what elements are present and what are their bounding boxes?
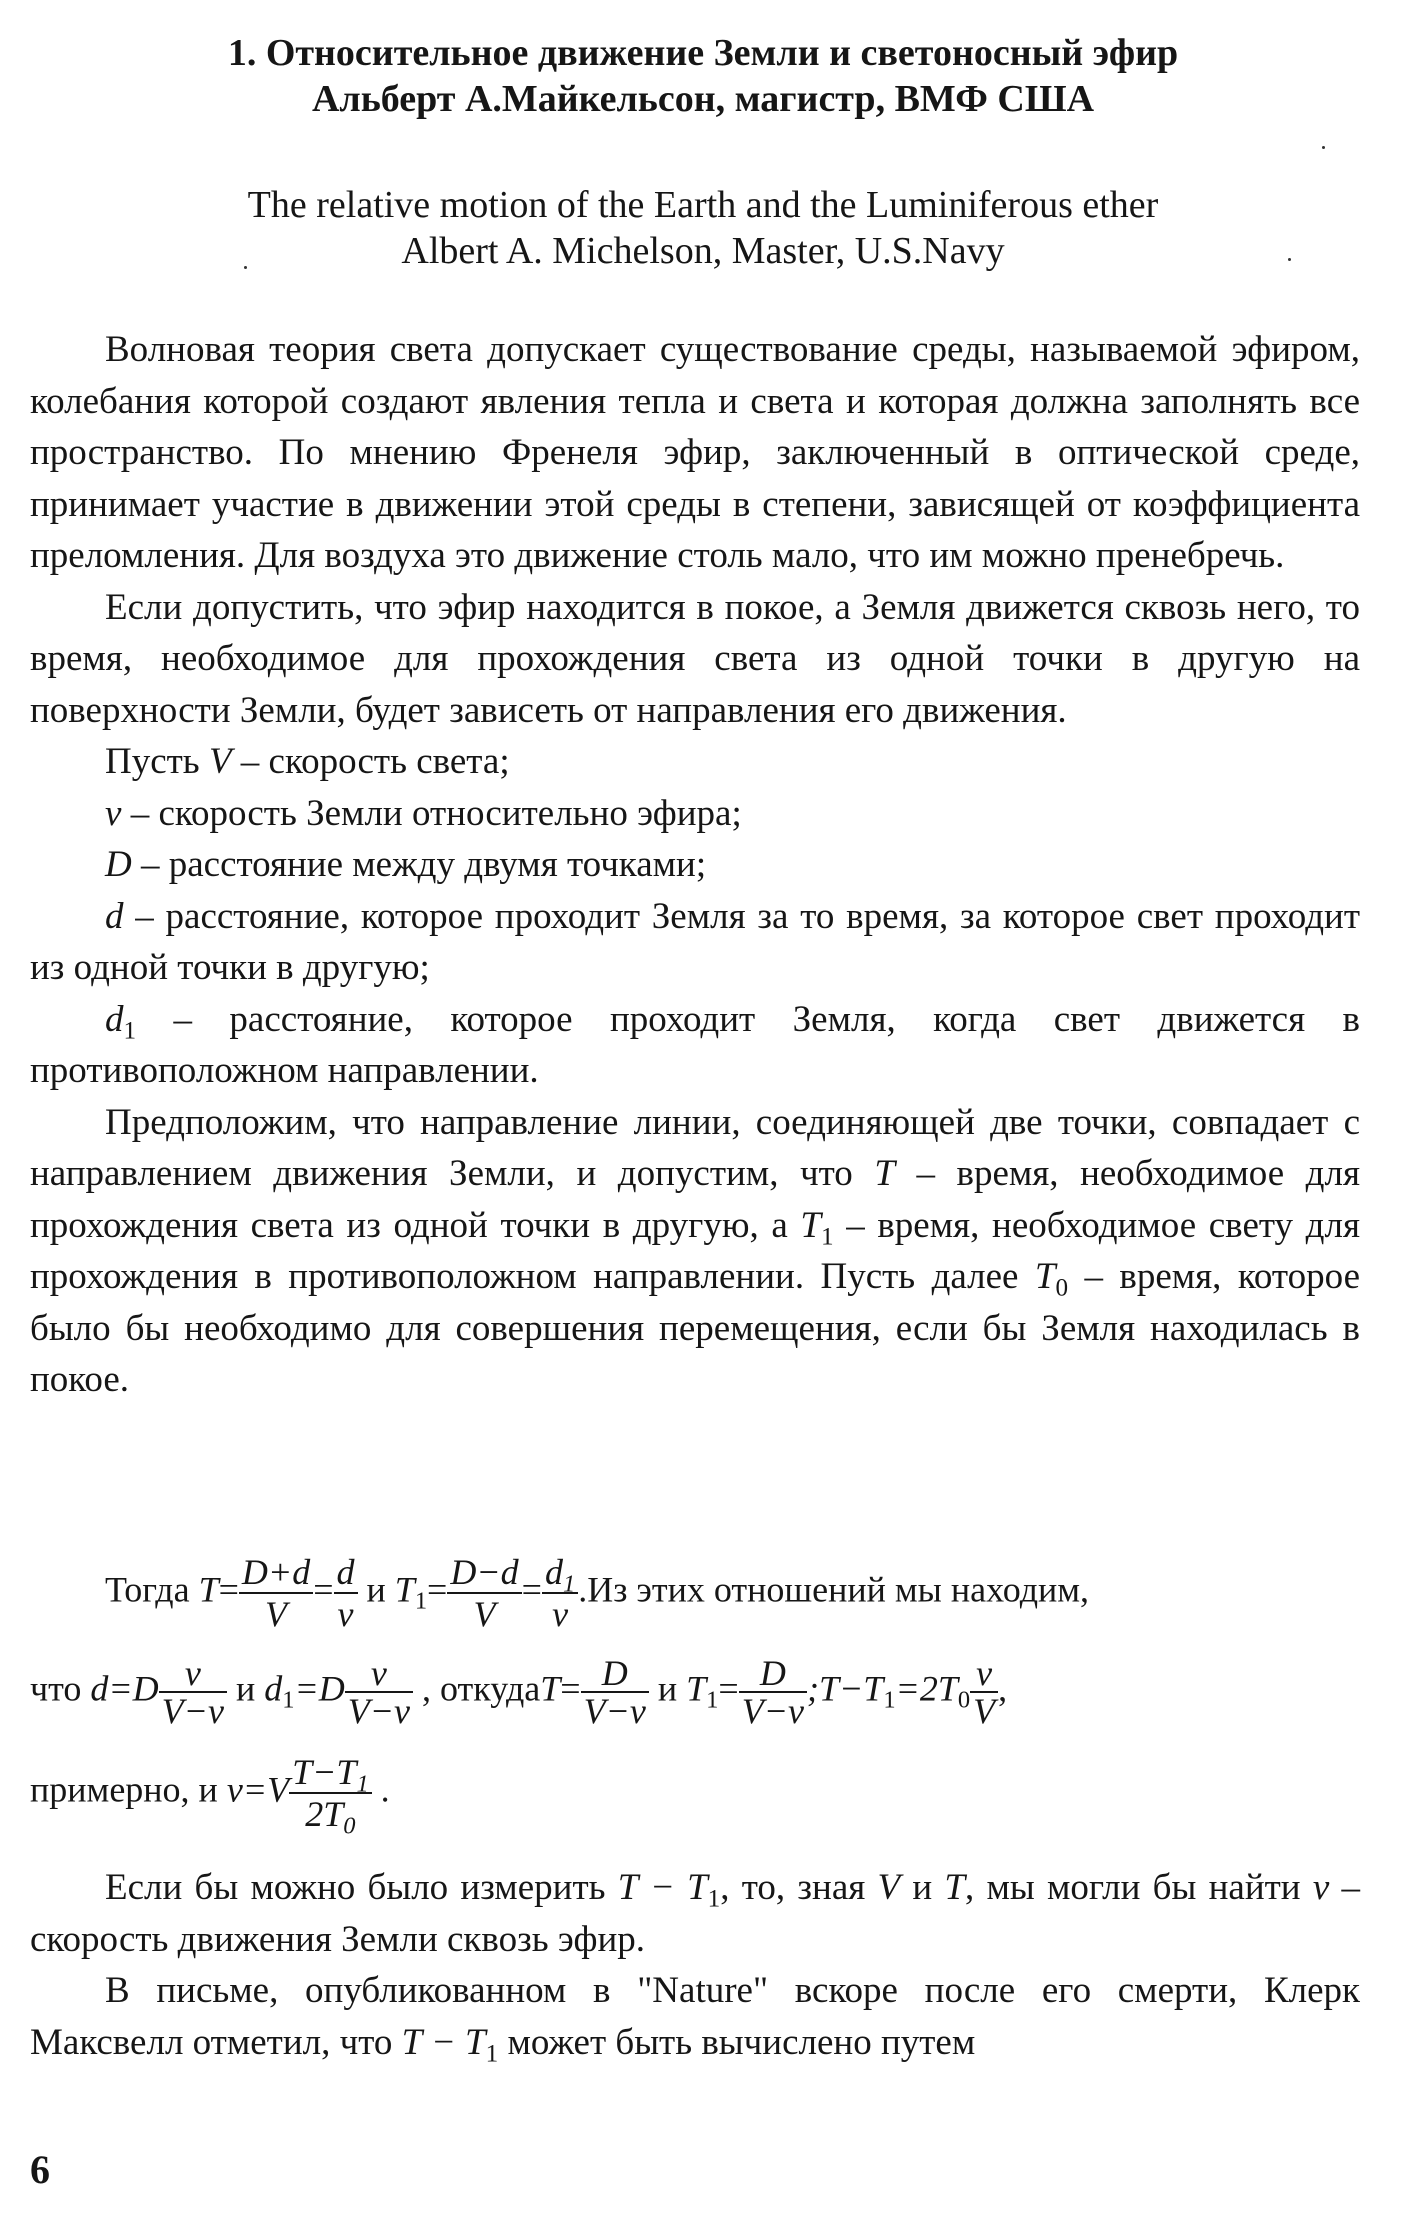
title-russian-line2: Альберт А.Майкельсон, магистр, ВМФ США bbox=[311, 78, 1095, 120]
body-text bbox=[30, 324, 1360, 1406]
definition-d1: $d_1$ – расстояние, которое проходит Земля, когда свет движется в противоположном направлении. bbox=[30, 998, 1360, 1091]
symbol-V: V bbox=[208, 741, 232, 782]
definition-v: v – скорость Земли относительно эфира; bbox=[105, 792, 742, 834]
title-russian-line1: 1. Относительное движение Земли и светоносный эфир bbox=[227, 32, 1179, 74]
definition-d: d – расстояние, которое проходит Земля за то время, за которое свет проходит из одной точки в другую; bbox=[30, 895, 1360, 988]
paragraph-maxwell: В письме, опубликованном в "Nature" вскоре после его смерти, Клерк Максвелл отметил, что $T - T_1$ может быть вычислено путем bbox=[30, 1970, 1360, 2068]
scan-speck bbox=[1288, 258, 1291, 261]
fraction-T-minus-T1-over-2T0: $\frac{T-T_1}{2T_0}$ bbox=[289, 1752, 372, 1834]
symbol-d: d bbox=[105, 895, 124, 937]
fraction-d1-over-v: $\frac{d_1}{v}$ bbox=[542, 1552, 578, 1634]
title-english bbox=[30, 182, 1376, 274]
definition-D: D – расстояние между двумя точками; bbox=[105, 844, 707, 885]
paragraph-wave-theory: Волновая теория света допускает существование среды, называемой эфиром, колебания которой создают явления тепла и света и которая должна заполнять все пространство. По мнению Френеля эфир, заключенный в оптической среде, принимает участие в движении этой среды в степени, зависящей от коэффициента преломления. Для воздуха это движение столь мало, что им можно пренебречь. bbox=[30, 329, 1360, 576]
scan-speck bbox=[244, 266, 247, 269]
fraction-D-over-V-minus-v-2: $\frac{D}{V-v}$ bbox=[739, 1655, 807, 1729]
after-formula-text bbox=[30, 1862, 1360, 2068]
fraction-v-over-V-minus-v-2: $\frac{v}{V-v}$ bbox=[345, 1655, 413, 1729]
fraction-D-minus-d-over-V: $\frac{D-d}{V}$ bbox=[447, 1552, 521, 1634]
title-english-line2: Albert A. Michelson, Master, U.S.Navy bbox=[401, 230, 1005, 272]
fraction-v-over-V: $\frac{v}{V}$ bbox=[970, 1655, 998, 1729]
book-page: 1. Относительное движение Земли и светоносный эфир Альберт А.Майкельсон, магистр, ВМФ США The relative motion of the Earth and the Luminiferous ether Albert A. Michelson, Master, U.S.Navy Волновая теория света допускает существование среды, называемой эфиром, колебания которой создают явления тепла и света и которая должна заполнять все пространство. По мнению Френеля эфир, заключенный в оптической среде, принимает участие в движении этой среды в степени, зависящей от коэффициента преломления. Для воздуха это движение столь мало, что им можно пренебречь. Если допустить, что эфир находится в покое, а Земля движется сквозь него, то время, необходимое для прохождения света из одной точки в другую на поверхности Земли, будет зависеть от направления его движения. Пусть V – скорость света; v – скорость Земли относительно эфира; D – расстояние между двумя точками; d – расстояние, которое проходит Земля за то время, за которое свет проходит из одной точки в другую; $d_1$ – расстояние, которое проходит Земля, когда свет движется в противоположном направлении. Предположим, что направление линии, соединяющей две точки, совпадает с направлением движения Земли, и допустим, что T – время, необходимое для прохождения света из одной точки в другую, а $T_1$ – время, необходимое свету для прохождения в противоположном направлении. Пусть далее $T_0$ – время, которое было бы необходимо для совершения перемещения, если бы Земля находилась в покое. Тогда T= $\frac{D+d}{V}$ = $\frac{d}{v}$ и $T_1=$ $\frac{D-d}{V}$ = $\frac{d_1}{v}$ .Из этих отношений мы находим, что d=D $\frac{v}{V-v}$ и $d_1=D$ $\frac{v}{V-v}$ , откудаT= $\frac{D}{V-v}$ и $T_1=$ $\frac{D}{V-v}$ $;T-T_1=2T_0$ $\frac{v}{V}$ , примерно, и v=V $\frac{T-T_1}{2T_0}$ . Если бы можно было измерить $T - T_1$, то, зная V и T, мы могли бы найти v – скорость движения Земли сквозь эфир. В письме, опубликованном в "Nature" вскоре после его смерти, Клерк Максвелл отметил, что $T - T_1$ может быть вычислено путем 6 bbox=[0, 0, 1406, 2225]
fraction-d-over-v: $\frac{d}{v}$ bbox=[334, 1552, 358, 1634]
title-english-line1: The relative motion of the Earth and the Luminiferous ether bbox=[247, 184, 1159, 226]
symbol-D: D bbox=[105, 844, 132, 885]
fraction-v-over-V-minus-v: $\frac{v}{V-v}$ bbox=[159, 1655, 227, 1729]
fraction-D-over-V-minus-v: $\frac{D}{V-v}$ bbox=[581, 1655, 649, 1729]
fraction-D-plus-d-over-V: $\frac{D+d}{V}$ bbox=[239, 1552, 313, 1634]
scan-speck bbox=[1322, 146, 1325, 149]
page-number: 6 bbox=[30, 2147, 50, 2192]
title-russian bbox=[30, 30, 1376, 122]
paragraph-measure: Если бы можно было измерить $T - T_1$, то, зная V и T, мы могли бы найти v – скорость движения Земли сквозь эфир. bbox=[30, 1867, 1360, 1960]
paragraph-ether-rest: Если допустить, что эфир находится в покое, а Земля движется сквозь него, то время, необходимое для прохождения света из одной точки в другую на поверхности Земли, будет зависеть от направления его движения. bbox=[30, 586, 1360, 731]
paragraph-assumption: Предположим, что направление линии, соединяющей две точки, совпадает с направлением движения Земли, и допустим, что T – время, необходимое для прохождения света из одной точки в другую, а $T_1$ – время, необходимое свету для прохождения в противоположном направлении. Пусть далее $T_0$ – время, которое было бы необходимо для совершения перемещения, если бы Земля находилась в покое. bbox=[30, 1101, 1360, 1400]
definition-V: Пусть V – скорость света; bbox=[105, 741, 510, 782]
symbol-v: v bbox=[105, 792, 122, 834]
symbol-d1: d bbox=[105, 998, 124, 1040]
